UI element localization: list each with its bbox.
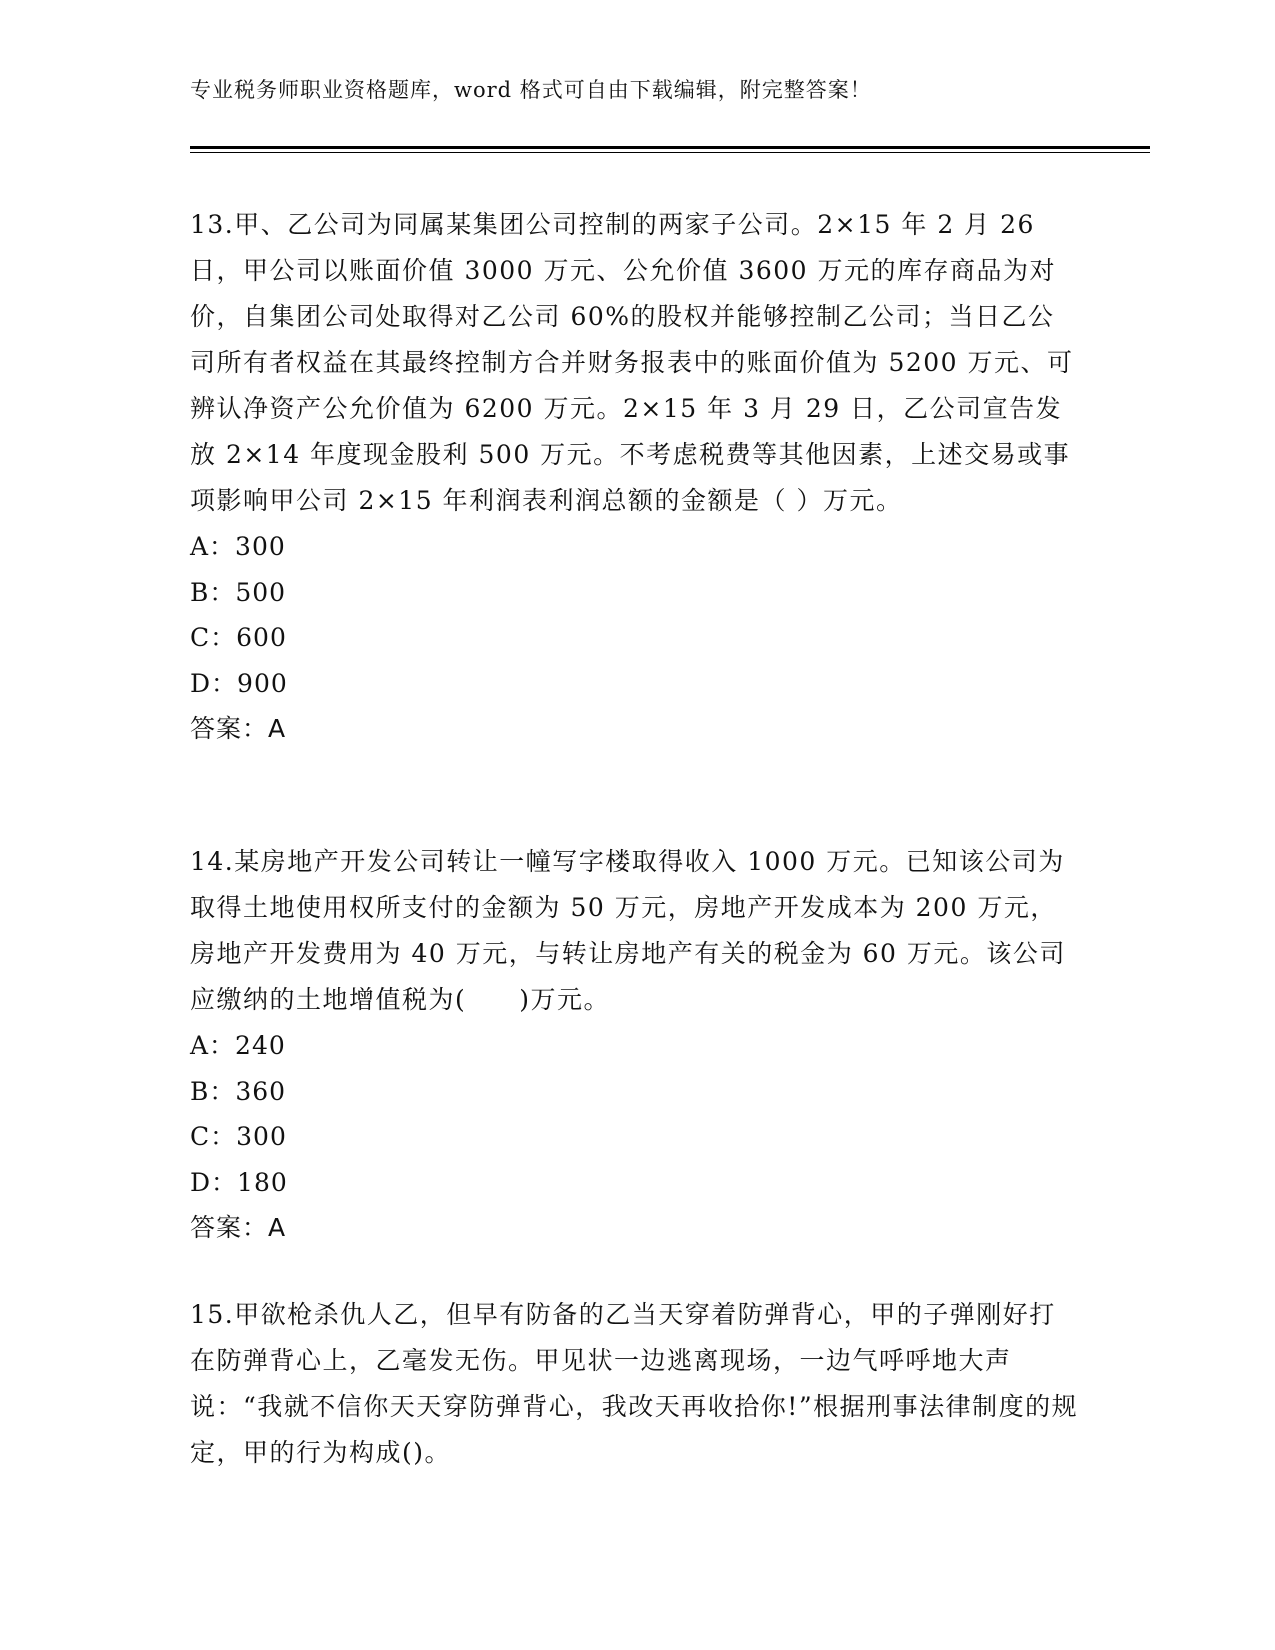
page-header: 专业税务师职业资格题库，word 格式可自由下载编辑，附完整答案！ [190, 78, 872, 102]
option-d: D：900 [190, 668, 288, 698]
question-text: 13.甲、乙公司为同属某集团公司控制的两家子公司。2×15 年 2 月 26 日，甲公司以账面价值 3000 万元、公允价值 3600 万元的库存商品为对价，自集团公司处取得对乙公司 60%的股权并能够控制乙公司；当日乙公司所有者权益在其最终控制方合并财务报表中的账面价值为 5200 万元、可辨认净资产公允价值为 6200 万元。2×15 年 3 月 29 日，乙公司宣告发放 2×14 年度现金股利 500 万元。不考虑税费等其他因素，上述交易或事项影响甲公司 2×15 年利润表利润总额的金额是（ ）万元。 [190, 210, 1074, 515]
answer: 答案：A [190, 1213, 287, 1242]
header-divider [190, 146, 1150, 149]
header-divider-thin [190, 152, 1150, 153]
option-b: B：360 [190, 1076, 287, 1106]
option-c: C：300 [190, 1122, 287, 1151]
option-a: A：300 [190, 532, 286, 561]
question-15 [190, 1292, 1080, 1476]
option-d: D：180 [190, 1167, 288, 1197]
answer: 答案：A [190, 714, 287, 743]
question-text: 14.某房地产开发公司转让一幢写字楼取得收入 1000 万元。已知该公司为取得土地使用权所支付的金额为 50 万元，房地产开发成本为 200 万元，房地产开发费用为 40 万元，与转让房地产有关的税金为 60 万元。该公司应缴纳的土地增值税为( )万元。 [190, 847, 1066, 1014]
question-14 [190, 839, 1080, 1251]
option-a: A：240 [190, 1031, 286, 1060]
question-text: 15.甲欲枪杀仇人乙，但早有防备的乙当天穿着防弹背心，甲的子弹刚好打在防弹背心上，乙毫发无伤。甲见状一边逃离现场，一边气呼呼地大声说：“我就不信你天天穿防弹背心，我改天再收拾你!”根据刑事法律制度的规定，甲的行为构成()。 [190, 1300, 1079, 1467]
option-b: B：500 [190, 577, 287, 607]
question-13 [190, 202, 1080, 752]
option-c: C：600 [190, 623, 287, 652]
